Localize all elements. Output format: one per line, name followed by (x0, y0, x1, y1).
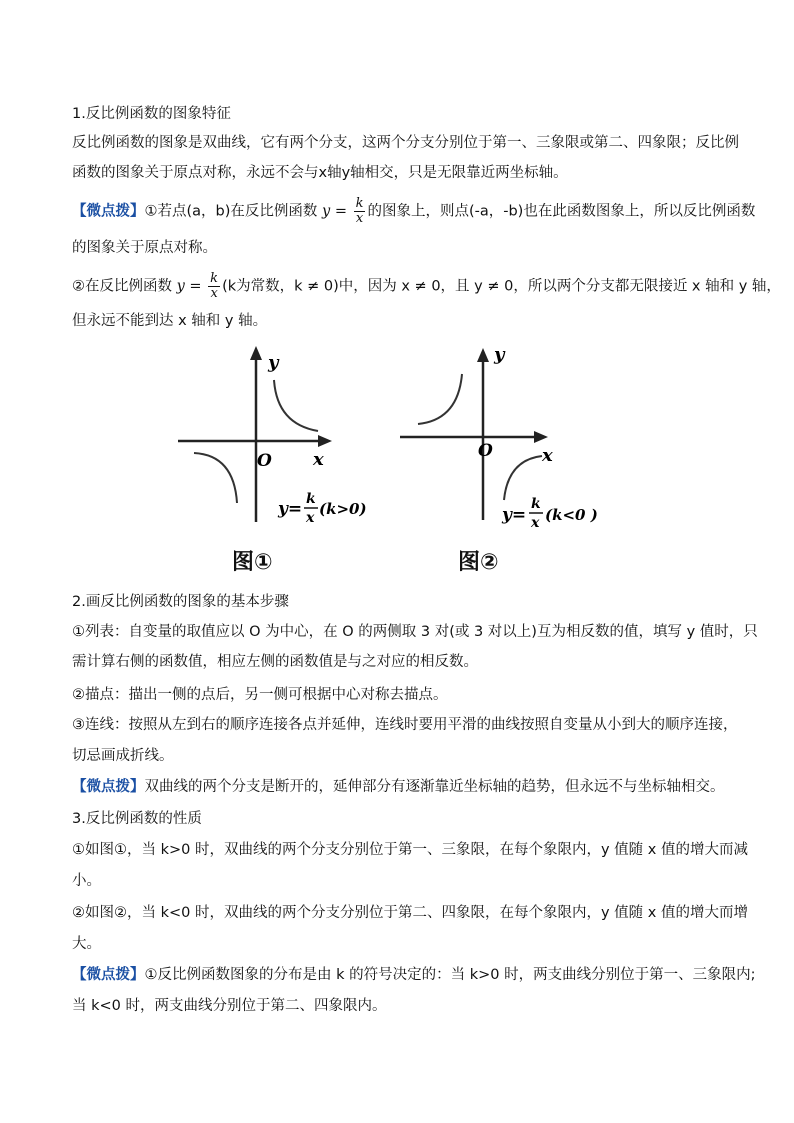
sec3-prop-1-line-1: ①如图①，当 k>0 时，双曲线的两个分支分别位于第一、三象限，在每个象限内，y 值随 x 值的增大而减 (72, 842, 748, 858)
origin-label: O (257, 451, 272, 471)
sec3-prop-2-line-1: ②如图②，当 k<0 时，双曲线的两个分支分别位于第二、四象限，在每个象限内，y 值随 x 值的增大而增 (72, 905, 748, 921)
formula-y: y= (502, 505, 527, 525)
figure-1-caption: 图① (232, 550, 273, 575)
y-axis-arrow (477, 348, 489, 362)
figure-1 (172, 340, 372, 534)
formula-lhs: y = (322, 203, 347, 220)
tip2-text-a: ②在反比例函数 (72, 278, 172, 295)
sec1-tip-1 (72, 197, 755, 226)
figure-2 (396, 340, 621, 534)
origin-label: O (478, 441, 493, 461)
figure-2-caption: 图② (458, 550, 499, 575)
fraction-denominator: x (355, 211, 364, 226)
formula-numerator: k (531, 496, 541, 512)
sec2-step-3-line-1: ③连线：按照从左到右的顺序连接各点并延伸，连线时要用平滑的曲线按照自变量从小到大的顺序连接， (72, 717, 738, 733)
fraction-denominator: x (210, 286, 218, 301)
sec3-prop-1-line-2: 小。 (72, 873, 101, 889)
hyperbola-graph-k-positive (172, 340, 372, 530)
fraction-k-over-x (208, 272, 220, 301)
section-2-title: 2.画反比例函数的图象的基本步骤 (72, 594, 289, 610)
sec1-tip-2-line-2: 但永远不能到达 x 轴和 y 轴。 (72, 313, 268, 329)
branch-quadrant-2 (418, 374, 462, 424)
formula-denominator: x (531, 515, 540, 530)
tip-label: 【微点拨】 (72, 967, 145, 983)
fraction-numerator: k (355, 196, 364, 211)
formula-numerator: k (306, 491, 316, 507)
sec3-tip (72, 965, 756, 985)
tip1-text-a: ①若点(a，b)在反比例函数 (144, 203, 318, 220)
y-axis-label: y (494, 344, 505, 365)
sec2-step-1-line-2: 需计算右侧的函数值，相应左侧的函数值是与之对应的相反数。 (72, 654, 478, 670)
tip-label: 【微点拨】 (72, 203, 145, 220)
x-axis-arrow (534, 431, 548, 443)
x-axis-arrow (318, 435, 332, 447)
branch-quadrant-1 (274, 380, 318, 431)
fraction-k-over-x (354, 197, 366, 226)
sec2-step-1-line-1: ①列表：自变量的取值应以 O 为中心，在 O 的两侧取 3 对(或 3 对以上)互为相反数的值，填写 y 值时，只 (72, 624, 758, 640)
formula-condition: (k<0 ) (545, 506, 598, 524)
formula-y: y= (278, 499, 303, 519)
formula-lhs: y = (176, 278, 202, 295)
section-3-title: 3.反比例函数的性质 (72, 811, 202, 827)
fraction-numerator: k (210, 271, 219, 286)
sec3-tip-line-1: ①反比例函数图象的分布是由 k 的符号决定的：当 k>0 时，两支曲线分别位于第一、三象限内; (144, 967, 756, 983)
y-axis-label: y (268, 352, 279, 373)
sec1-tip-2 (72, 272, 781, 301)
x-axis-label: x (542, 445, 553, 466)
tip-label: 【微点拨】 (72, 779, 145, 795)
sec3-tip-line-2: 当 k<0 时，两支曲线分别位于第二、四象限内。 (72, 998, 387, 1014)
x-axis-label: x (313, 449, 324, 470)
tip1-text-b: 的图象上，则点(-a，-b)也在此函数图象上，所以反比例函数 (367, 203, 756, 220)
sec2-step-3-line-2: 切忌画成折线。 (72, 748, 174, 764)
sec3-prop-2-line-2: 大。 (72, 936, 101, 952)
formula-denominator: x (306, 510, 315, 526)
section-1-title: 1.反比例函数的图象特征 (72, 106, 231, 122)
sec2-tip-text: 双曲线的两个分支是断开的，延伸部分有逐渐靠近坐标轴的趋势，但永远不与坐标轴相交。 (144, 779, 725, 795)
hyperbola-graph-k-negative (396, 340, 621, 530)
branch-quadrant-4 (504, 456, 542, 500)
sec1-paragraph-line-1: 反比例函数的图象是双曲线，它有两个分支，这两个分支分别位于第一、三象限或第二、四象限；反比例 (72, 135, 739, 151)
sec2-tip (72, 777, 725, 797)
branch-quadrant-3 (194, 453, 237, 503)
sec1-tip-1-line-2: 的图象关于原点对称。 (72, 240, 217, 256)
sec1-paragraph-line-2: 函数的图象关于原点对称，永远不会与x轴y轴相交，只是无限靠近两坐标轴。 (72, 165, 568, 181)
tip2-text-b: (k为常数，k ≠ 0)中，因为 x ≠ 0，且 y ≠ 0，所以两个分支都无限接近 x 轴和 y 轴， (222, 278, 781, 295)
sec2-step-2: ②描点：描出一侧的点后，另一侧可根据中心对称去描点。 (72, 687, 448, 703)
formula-condition: (k>0) (319, 500, 367, 518)
y-axis-arrow (250, 346, 262, 360)
